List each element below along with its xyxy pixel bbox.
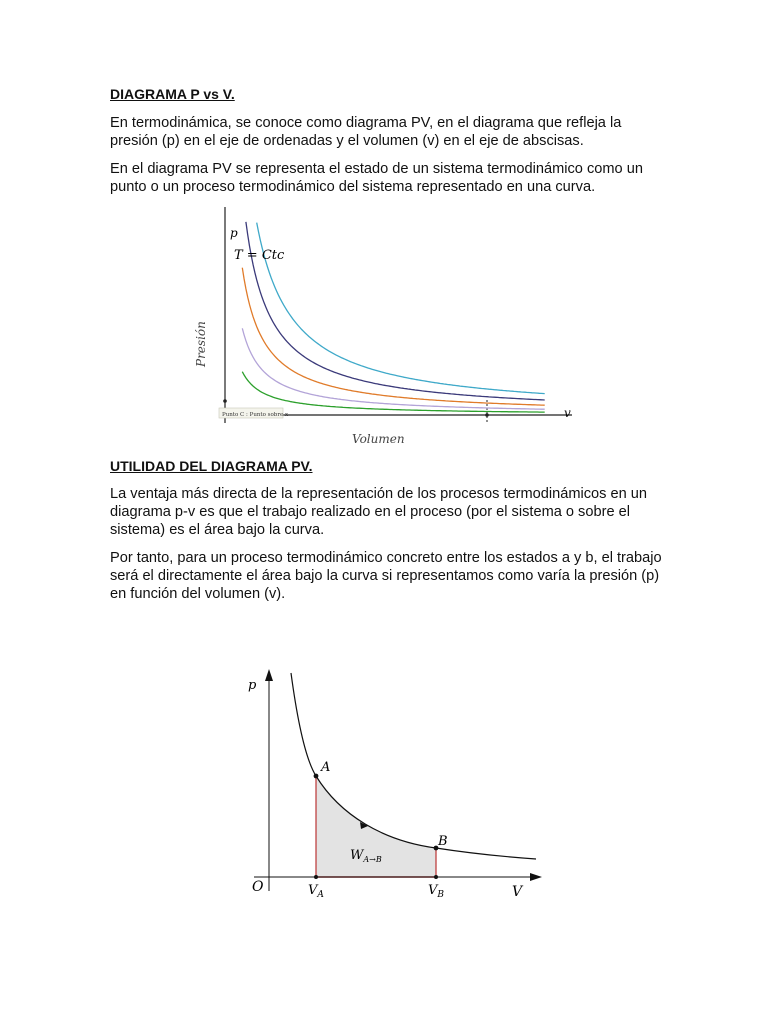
- v-axis-arrow-icon: [530, 873, 542, 881]
- origin-label: O: [252, 879, 264, 895]
- pressure-axis-title: Presión: [194, 321, 208, 367]
- paragraph-state: En el diagrama PV se representa el estado de un sistema termodinámico como un punto o un proceso termodinámico del sistema representado en una curva.: [110, 161, 643, 195]
- paragraph-advantage: La ventaja más directa de la representación de los procesos termodinámicos en un diagrama p-v es que el trabajo realizado en el proceso (por el sistema o sobre el sistema) es el área bajo la curva.: [110, 486, 648, 538]
- axis-p-label: p: [230, 226, 238, 240]
- volume-axis-title: Volumen: [352, 432, 405, 446]
- isotherm-label: T = Ctc: [234, 248, 285, 263]
- point-vb: [434, 875, 438, 879]
- v-axis-label: V: [512, 884, 523, 900]
- point-a: [314, 774, 319, 779]
- p-axis-label: p: [248, 678, 257, 693]
- section-heading-diagrama: DIAGRAMA P vs V.: [110, 86, 235, 102]
- section-heading-utilidad: UTILIDAD DEL DIAGRAMA PV.: [110, 458, 313, 474]
- point-b-label: B: [438, 834, 448, 849]
- vb-label: $V_B$: [428, 883, 445, 900]
- isotherms-figure: [192, 205, 582, 450]
- paragraph-work: Por tanto, para un proceso termodinámico concreto entre los estados a y b, el trabajo será el directamente el área bajo la curva si representamos como varía la presión (p) en función del volumen (v).: [110, 550, 662, 602]
- point-on-axis: [223, 399, 227, 403]
- point-c: [485, 413, 489, 417]
- p-axis-arrow-icon: [265, 669, 273, 681]
- point-va: [314, 875, 318, 879]
- axis-v-label: v: [564, 406, 571, 420]
- work-area-figure: [238, 665, 548, 905]
- tooltip-text: Punto C : Punto sobre x: [222, 412, 289, 418]
- work-label: $W_{A\to B}$: [350, 848, 382, 864]
- paragraph-intro: En termodinámica, se conoce como diagrama PV, en el diagrama que refleja la presión (p) en el eje de ordenadas y el volumen (v) en el eje de abscisas.: [110, 115, 622, 149]
- va-label: $V_A$: [308, 883, 324, 900]
- point-a-label: A: [321, 760, 331, 775]
